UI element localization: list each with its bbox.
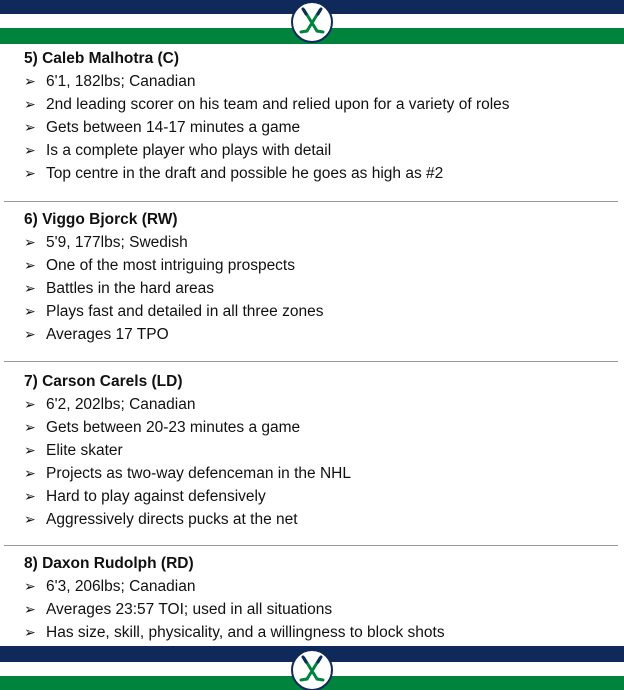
crossed-hockey-sticks-icon xyxy=(295,653,329,687)
arrow-bullet-icon: ➢ xyxy=(24,442,36,458)
bullet-text: 6'3, 206lbs; Canadian xyxy=(46,578,196,595)
bullet-text: Hard to play against defensively xyxy=(46,488,266,505)
footer-logo xyxy=(291,649,333,690)
bullet-text: Elite skater xyxy=(46,442,123,459)
arrow-bullet-icon: ➢ xyxy=(24,257,36,273)
bullet-text: 6'1, 182lbs; Canadian xyxy=(46,73,196,90)
arrow-bullet-icon: ➢ xyxy=(24,511,36,527)
arrow-bullet-icon: ➢ xyxy=(24,165,36,181)
prospect-title: 7) Carson Carels (LD) xyxy=(24,373,183,390)
footer-band xyxy=(0,646,624,690)
prospect-title: 6) Viggo Bjorck (RW) xyxy=(24,211,178,228)
arrow-bullet-icon: ➢ xyxy=(24,465,36,481)
arrow-bullet-icon: ➢ xyxy=(24,280,36,296)
arrow-bullet-icon: ➢ xyxy=(24,578,36,594)
prospect-section xyxy=(0,555,624,645)
crossed-hockey-sticks-icon xyxy=(295,5,329,39)
bullet-text: Projects as two-way defenceman in the NHL xyxy=(46,465,351,482)
prospect-title: 8) Daxon Rudolph (RD) xyxy=(24,555,194,572)
arrow-bullet-icon: ➢ xyxy=(24,142,36,158)
section-divider xyxy=(4,201,618,202)
header-band xyxy=(0,0,624,44)
bullet-text: Averages 23:57 TOI; used in all situations xyxy=(46,601,333,618)
arrow-bullet-icon: ➢ xyxy=(24,624,36,640)
bullet-text: Aggressively directs pucks at the net xyxy=(46,511,298,528)
arrow-bullet-icon: ➢ xyxy=(24,396,36,412)
arrow-bullet-icon: ➢ xyxy=(24,326,36,342)
section-divider xyxy=(4,361,618,362)
arrow-bullet-icon: ➢ xyxy=(24,96,36,112)
bullet-text: Averages 17 TPO xyxy=(46,326,169,343)
arrow-bullet-icon: ➢ xyxy=(24,488,36,504)
prospect-section xyxy=(0,50,624,200)
bullet-text: Has size, skill, physicality, and a willingness to block shots xyxy=(46,624,445,641)
bullet-text: Is a complete player who plays with detail xyxy=(46,142,332,159)
bullet-text: Battles in the hard areas xyxy=(46,280,215,297)
arrow-bullet-icon: ➢ xyxy=(24,419,36,435)
bullet-text: Top centre in the draft and possible he goes as high as #2 xyxy=(46,165,444,182)
arrow-bullet-icon: ➢ xyxy=(24,234,36,250)
header-logo xyxy=(291,1,333,43)
section-divider xyxy=(4,545,618,546)
bullet-text: 5'9, 177lbs; Swedish xyxy=(46,234,188,251)
arrow-bullet-icon: ➢ xyxy=(24,119,36,135)
bullet-text: Gets between 14-17 minutes a game xyxy=(46,119,301,136)
bullet-text: Gets between 20-23 minutes a game xyxy=(46,419,301,436)
bullet-text: 6'2, 202lbs; Canadian xyxy=(46,396,196,413)
prospect-title: 5) Caleb Malhotra (C) xyxy=(24,50,180,67)
arrow-bullet-icon: ➢ xyxy=(24,601,36,617)
arrow-bullet-icon: ➢ xyxy=(24,303,36,319)
prospect-section xyxy=(0,373,624,543)
bullet-text: Plays fast and detailed in all three zones xyxy=(46,303,324,320)
arrow-bullet-icon: ➢ xyxy=(24,73,36,89)
prospect-section xyxy=(0,211,624,361)
bullet-text: One of the most intriguing prospects xyxy=(46,257,295,274)
bullet-text: 2nd leading scorer on his team and relied upon for a variety of roles xyxy=(46,96,510,113)
prospect-list xyxy=(0,44,624,646)
